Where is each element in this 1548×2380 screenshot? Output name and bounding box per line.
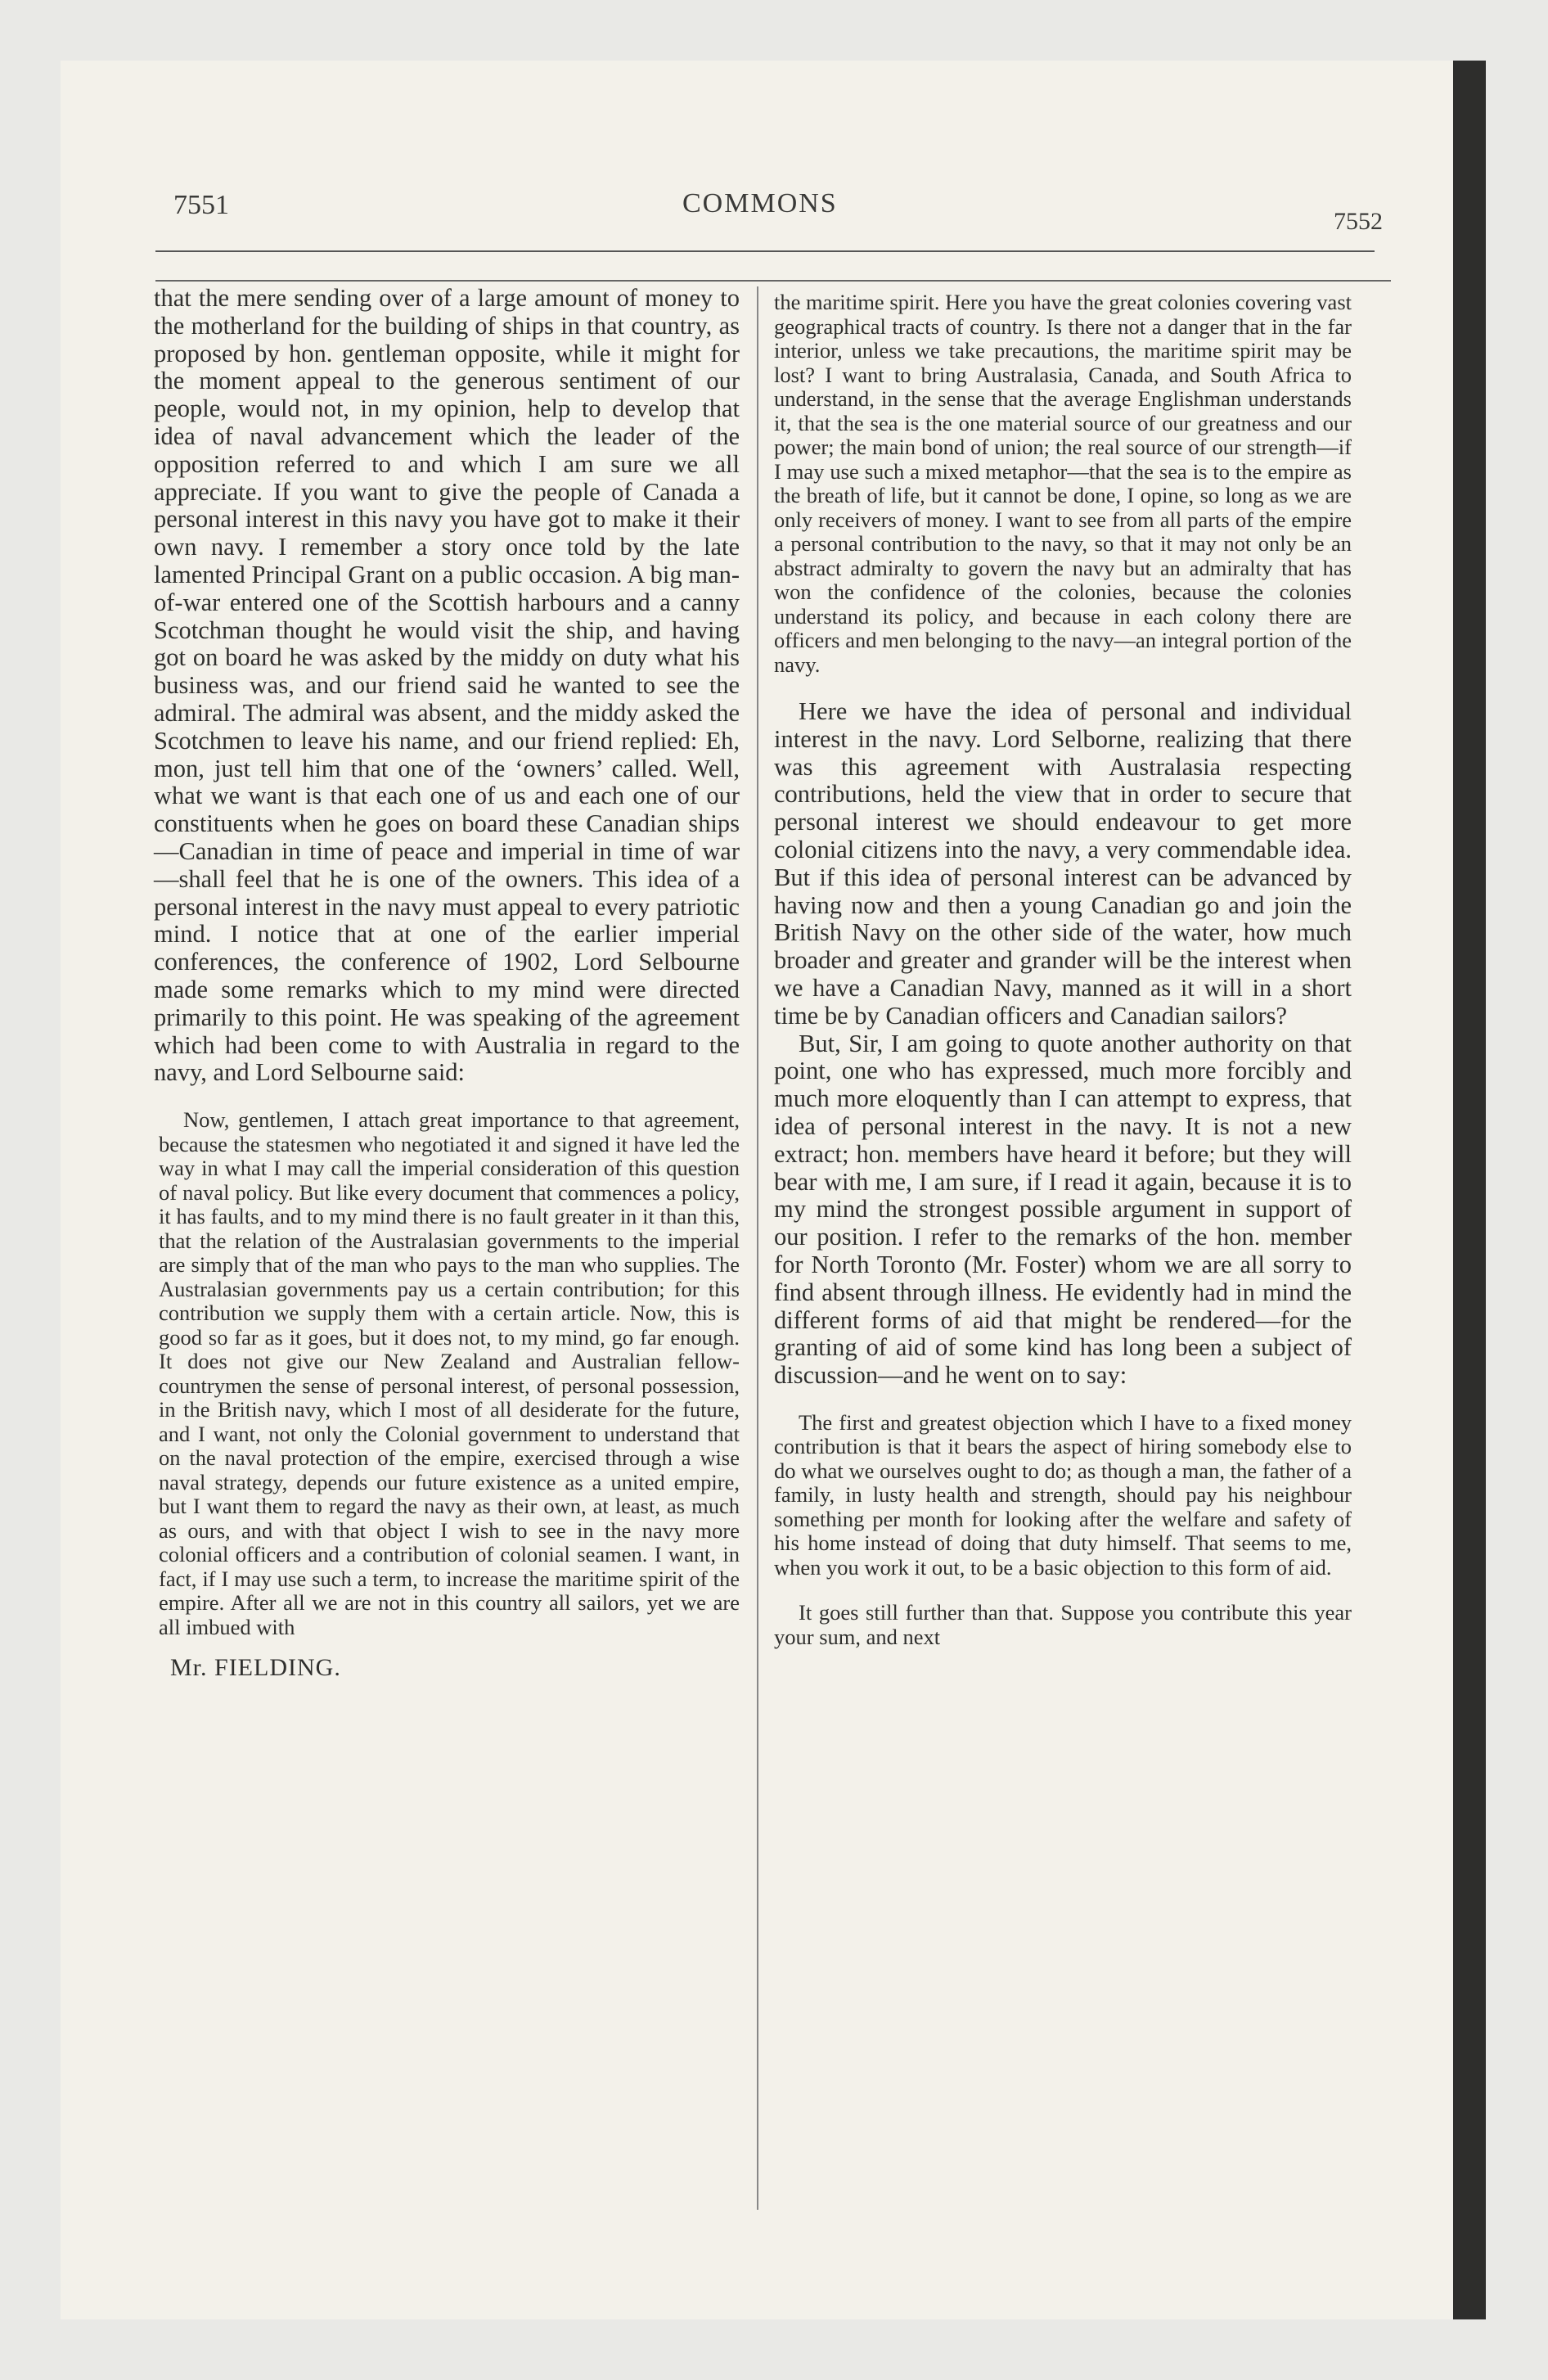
foster-quote: The first and greatest objection which I have to a fixed money contribution is that it bears the aspect of hiring somebody else to do what we ourselves ought to do; as though a man, the father of a family, in lusty health and strength, should pay his neighbour something per month for looking after the welfare and safety of his home instead of doing that duty himself. That seems to me, when you work it out, to be a basic objection to this form of aid. (774, 1409, 1352, 1580)
speech-paragraph: that the mere sending over of a large amount of money to the motherland for the building of ships in that country, as proposed by hon. gentleman opposite, while it might for the moment appeal to the generous sentiment of our people, would not, in my opinion, help to develop that idea of naval advancement which the leader of the opposition referred to and which I am sure we all appreciate. If you want to give the people of Canada a personal interest in this navy you have got to make it their own navy. I remember a story once told by the late lamented Principal Grant on a public occasion. A big man-of-war entered one of the Scottish harbours and a canny Scotchman thought he would visit the ship, and having got on board he was asked by the middy on duty what his business was, and our friend said he wanted to see the admiral. The admiral was absent, and the middy asked the Scotchmen to leave his name, and our friend replied: Eh, mon, just tell him that one of the ‘owners’ called. Well, what we want is that each one of us and each one of our constituents when he goes on board these Canadian ships—Canadian in time of peace and imperial in time of war—shall feel that he is one of the owners. This idea of a personal interest in the navy must appeal to every patriotic mind. I notice that at one of the earlier imperial conferences, the conference of 1902, Lord Selbourne made some remarks which to my mind were directed primarily to this point. He was speaking of the agreement which had been come to with Australia in regard to the navy, and Lord Selbourne said: (154, 284, 740, 1087)
page-number-right: 7552 (1334, 208, 1383, 235)
selborne-quote-continued: the maritime spirit. Here you have the great colonies covering vast geographical tracts of country. Is there not a danger that in the far interior, unless we take precautions, the maritime spirit may be lost? I want to bring Australasia, Canada, and South Africa to understand, in the sense that the average Englishman understands it, that the sea is the one material source of our greatness and our power; the main bond of union; the real source of our strength—if I may use such a mixed metaphor—that the sea is to the empire as the breath of life, but it cannot be done, I opine, so long as we are only receivers of money. I want to see from all parts of the empire a personal contribution to the navy, so that it may not only be an abstract admiralty to govern the navy but an admiralty that has won the confidence of the colonies, because the colonies understand its policy, and because in each colony there are officers and men belonging to the navy—an integral portion of the navy. (774, 290, 1352, 677)
speech-paragraph: Here we have the idea of personal and individual interest in the navy. Lord Selborne, realizing that there was this agreement with Australasia respecting contributions, held the view that in order to secure that personal interest we should endeavour to get more colonial citizens into the navy, a very commendable idea. But if this idea of personal interest can be advanced by having now and then a young Canadian go and join the British Navy on the other side of the water, how much broader and greater and grander will be the interest when we have a Canadian Navy, manned as it will in a short time be by Canadian officers and Canadian sailors? (774, 697, 1352, 1030)
header-rule-top (155, 250, 1375, 252)
speaker-name: Mr. FIELDING. (170, 1654, 341, 1682)
selborne-quote: Now, gentlemen, I attach great importance to that agreement, because the statesmen who negotiated it and signed it have led the way in what I may call the imperial consideration of this question of naval policy. But like every document that commences a policy, it has faults, and to my mind there is no fault greater in it than this, that the relation of the Australasian governments to the imperial are simply that of the man who pays to the man who supplies. The Australasian governments pay us a certain contribution; for this contribution we supply them with a certain article. Now, this is good so far as it goes, but it does not, to my mind, go far enough. It does not give our New Zealand and Australian fellow-countrymen the sense of personal interest, of personal possession, in the British navy, which I most of all desiderate for the future, and I want, not only the Colonial government to understand that on the naval protection of the empire, exercised through a wise naval strategy, depends our future existence as a united empire, but I want them to regard the navy as their own, at least, as much as ours, and with that object I wish to see in the navy more colonial officers and a contribution of colonial seamen. I want, in fact, if I may use such a term, to increase the maritime spirit of the empire. After all we are not in this country all sailors, yet we are all imbued with (159, 1107, 740, 1639)
speech-paragraph-closing: It goes still further than that. Suppose you contribute this year your sum, and next (774, 1600, 1352, 1649)
left-column (154, 285, 740, 1682)
book-spine-shadow (1453, 61, 1486, 2319)
right-column (774, 291, 1352, 1649)
header-rule-bottom (155, 280, 1391, 282)
page-number-left: 7551 (173, 190, 229, 220)
running-title: COMMONS (682, 188, 838, 219)
column-divider (757, 286, 758, 2210)
speech-paragraph: But, Sir, I am going to quote another authority on that point, one who has expressed, much more forcibly and much more eloquently than I can attempt to express, that idea of personal interest in the navy. It is not a new extract; hon. members have heard it before; but they will bear with me, I am sure, if I read it again, because it is to my mind the strongest possible argument in support of our position. I refer to the remarks of the hon. member for North Toronto (Mr. Foster) whom we are all sorry to find absent through illness. He evidently had in mind the different forms of aid that might be rendered—for the granting of aid of some kind has long been a subject of discussion—and he went on to say: (774, 1029, 1352, 1390)
